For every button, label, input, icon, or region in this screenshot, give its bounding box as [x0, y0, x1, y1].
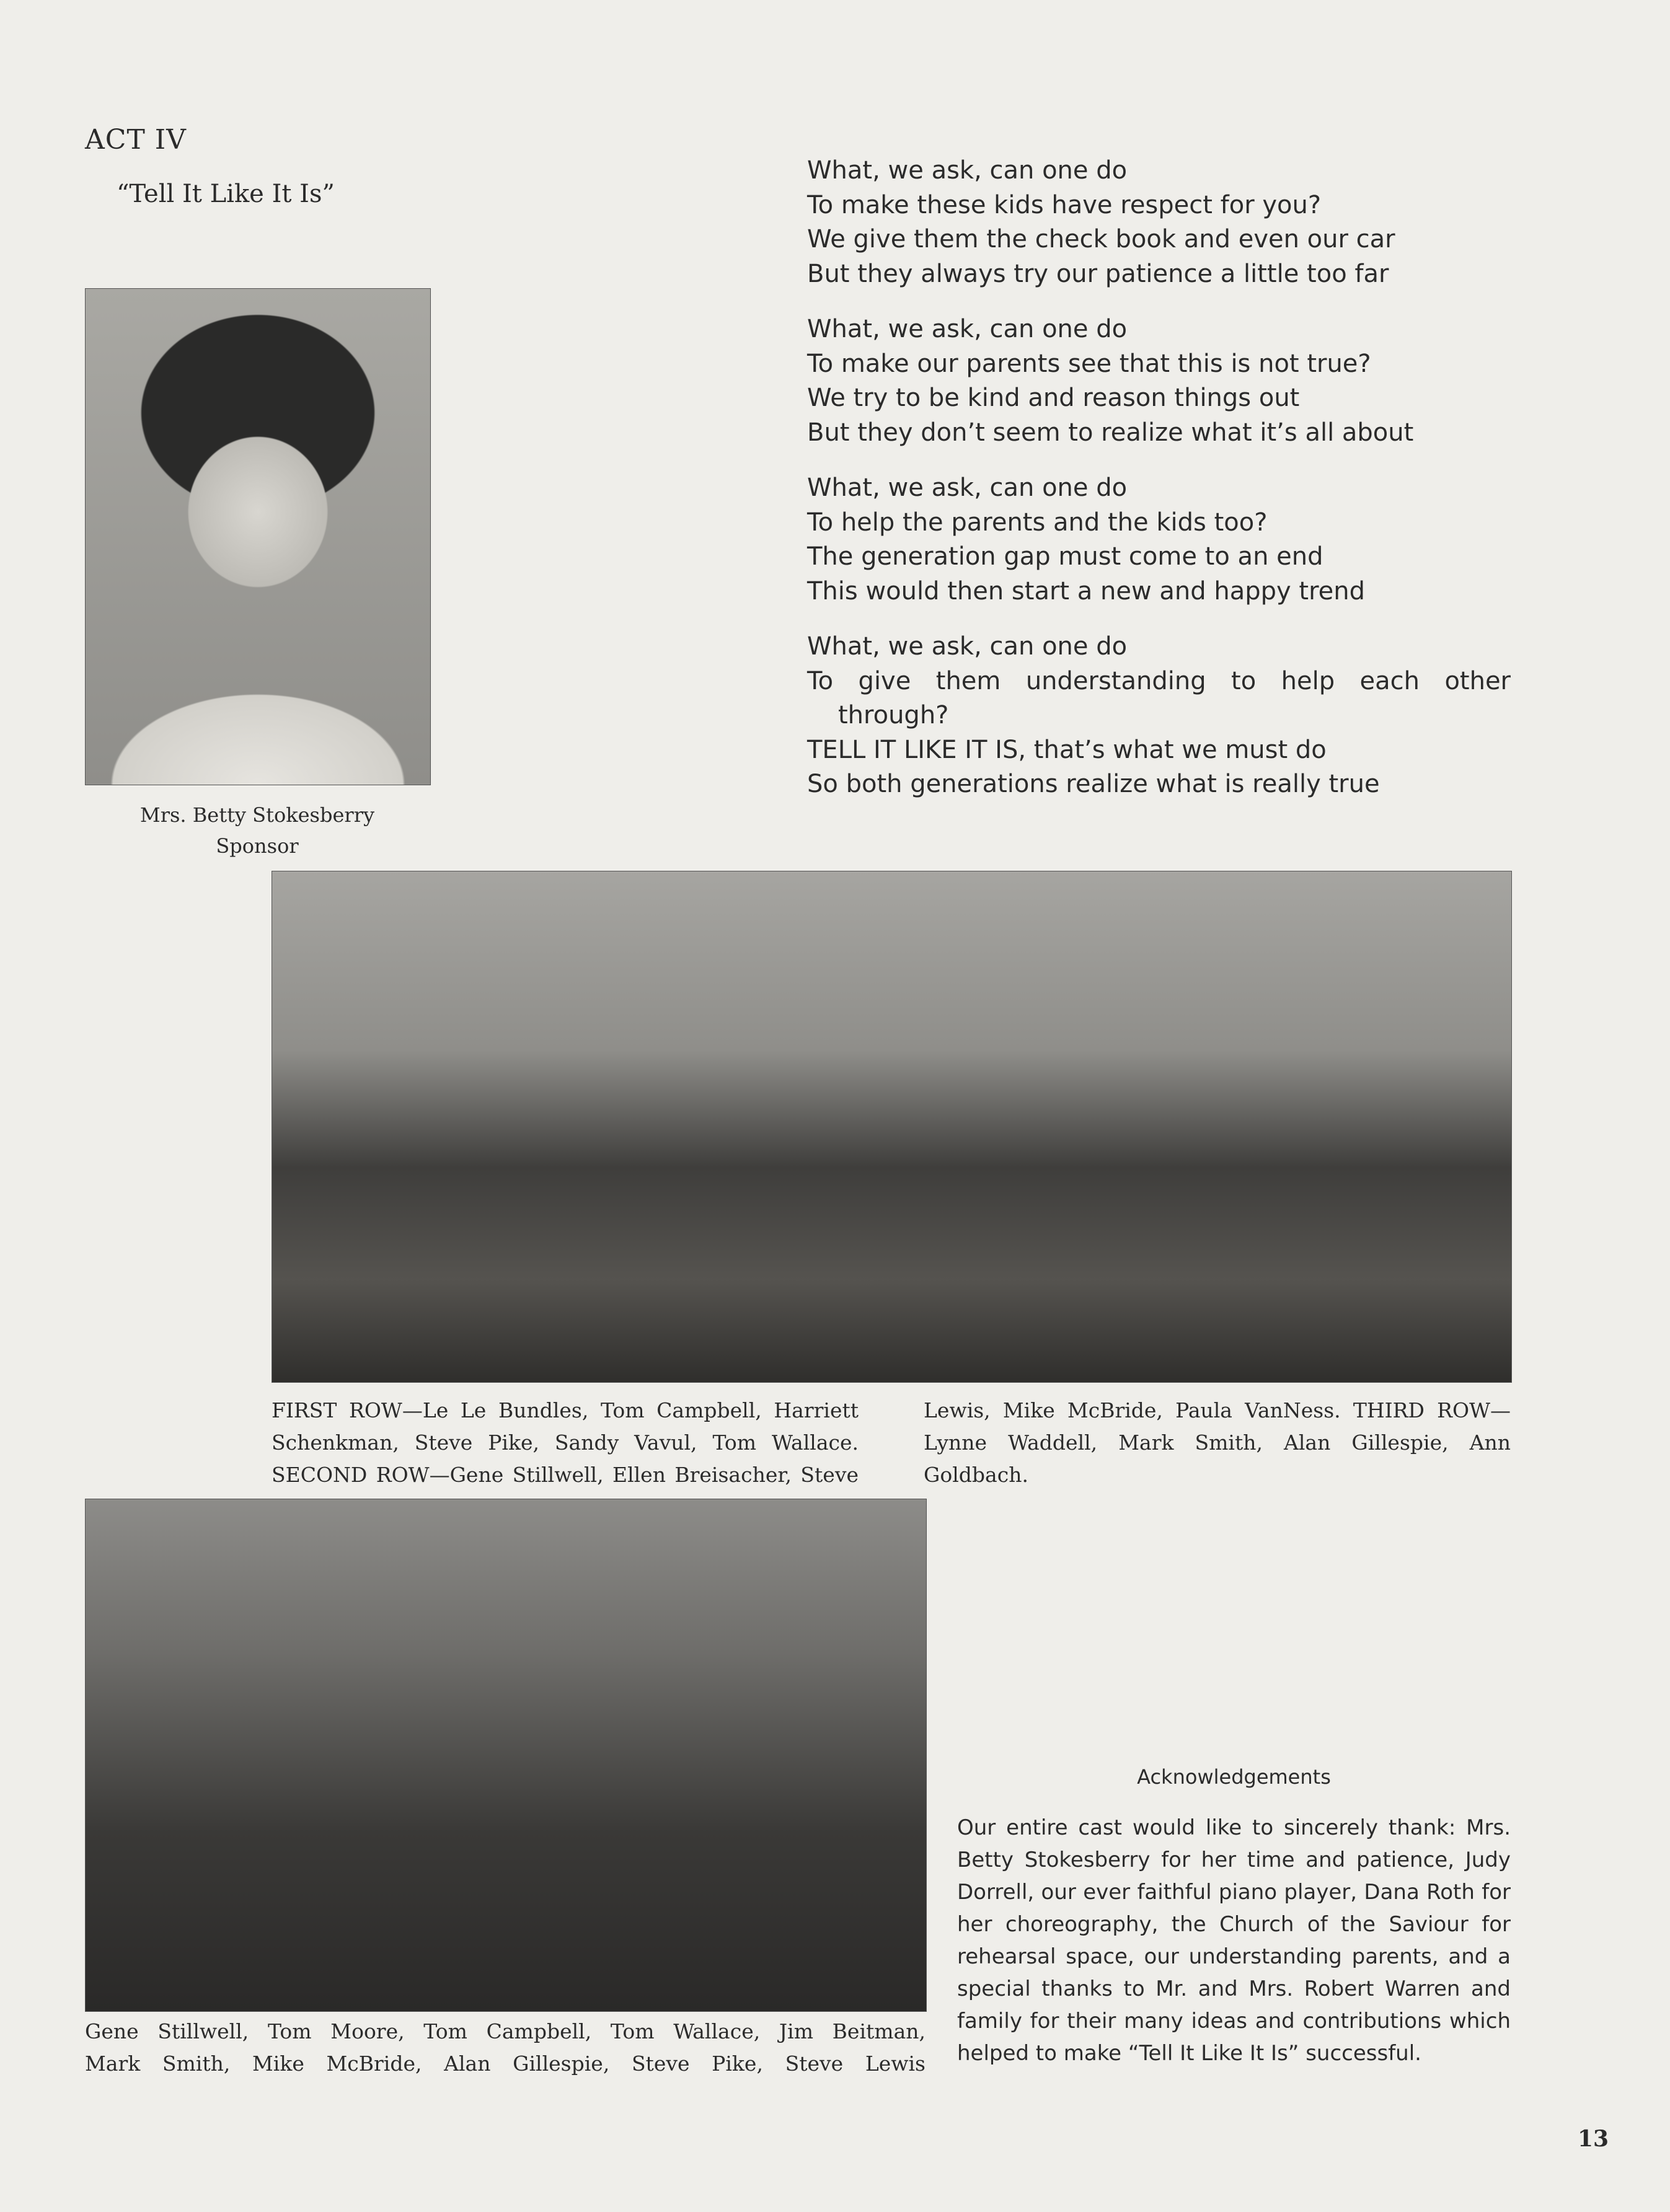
poem-line: What, we ask, can one do: [807, 156, 1128, 185]
cast-mop-caption: [85, 2016, 926, 2080]
sponsor-name: Mrs. Betty Stokesberry: [139, 803, 375, 827]
page-number: 13: [1578, 2126, 1609, 2152]
poem: [807, 154, 1511, 823]
poem-line: To make our parents see that this is not true?: [807, 349, 1371, 378]
caption-line: Mark Smith, Mike McBride, Alan Gillespie, Steve Pike, Steve Lewis: [85, 2051, 926, 2076]
poem-line: To give them understanding to help each other: [807, 666, 1511, 695]
poem-line: What, we ask, can one do: [807, 474, 1128, 502]
poem-line: We give them the check book and even our car: [807, 225, 1395, 253]
poem-line: So both generations realize what is really true: [807, 770, 1380, 798]
acknowledgements-title: Acknowledgements: [1137, 1765, 1331, 1789]
sponsor-caption: [85, 800, 430, 861]
cast-mop-photo: [85, 1499, 927, 2012]
cast-dancing-photo: [272, 871, 1512, 1383]
poem-line: To make these kids have respect for you?: [807, 190, 1322, 219]
acknowledgements-body: Our entire cast would like to sincerely thank: Mrs. Betty Stokesberry for her time and patience, Judy Dorrell, our ever faithful piano player, Dana Roth for her choreography, the Church of the Saviour for rehearsal space, our understanding parents, and a special thanks to Mr. and Mrs. Robert Warren and family for their many ideas and contributions which helped to make “Tell It Like It Is” successful.: [957, 1815, 1511, 2066]
poem-line: What, we ask, can one do: [807, 315, 1128, 343]
poem-line: But they always try our patience a little too far: [807, 259, 1389, 288]
poem-line: To help the parents and the kids too?: [807, 508, 1268, 537]
caption-line: Gene Stillwell, Tom Moore, Tom Campbell, Tom Wallace, Jim Beitman,: [85, 2019, 926, 2043]
poem-line: We try to be kind and reason things out: [807, 384, 1300, 412]
poem-stanza-3: [807, 471, 1511, 609]
act-title: “Tell It Like It Is”: [117, 180, 335, 208]
sponsor-role: Sponsor: [216, 834, 299, 858]
poem-line: through?: [838, 701, 949, 729]
poem-line: TELL IT LIKE IT IS, that’s what we must do: [807, 735, 1327, 764]
sponsor-portrait-photo: [85, 288, 431, 785]
cast-dancing-caption: FIRST ROW—Le Le Bundles, Tom Campbell, Harriett Schenkman, Steve Pike, Sandy Vavul, Tom Wallace. SECOND ROW—Gene Stillwell, Ellen Breisacher, Steve Lewis, Mike McBride, Paula VanNess. THIRD ROW—Lynne Waddell, Mark Smith, Alan Gillespie, Ann Goldbach.: [272, 1398, 1511, 1487]
act-heading: ACT IV: [85, 124, 187, 156]
poem-line: What, we ask, can one do: [807, 632, 1128, 661]
poem-line: This would then start a new and happy trend: [807, 576, 1366, 606]
poem-stanza-1: [807, 154, 1511, 291]
poem-stanza-4: [807, 630, 1511, 802]
poem-line: But they don’t seem to realize what it’s all about: [807, 418, 1414, 447]
poem-stanza-2: [807, 312, 1511, 450]
poem-line: The generation gap must come to an end: [807, 542, 1323, 571]
